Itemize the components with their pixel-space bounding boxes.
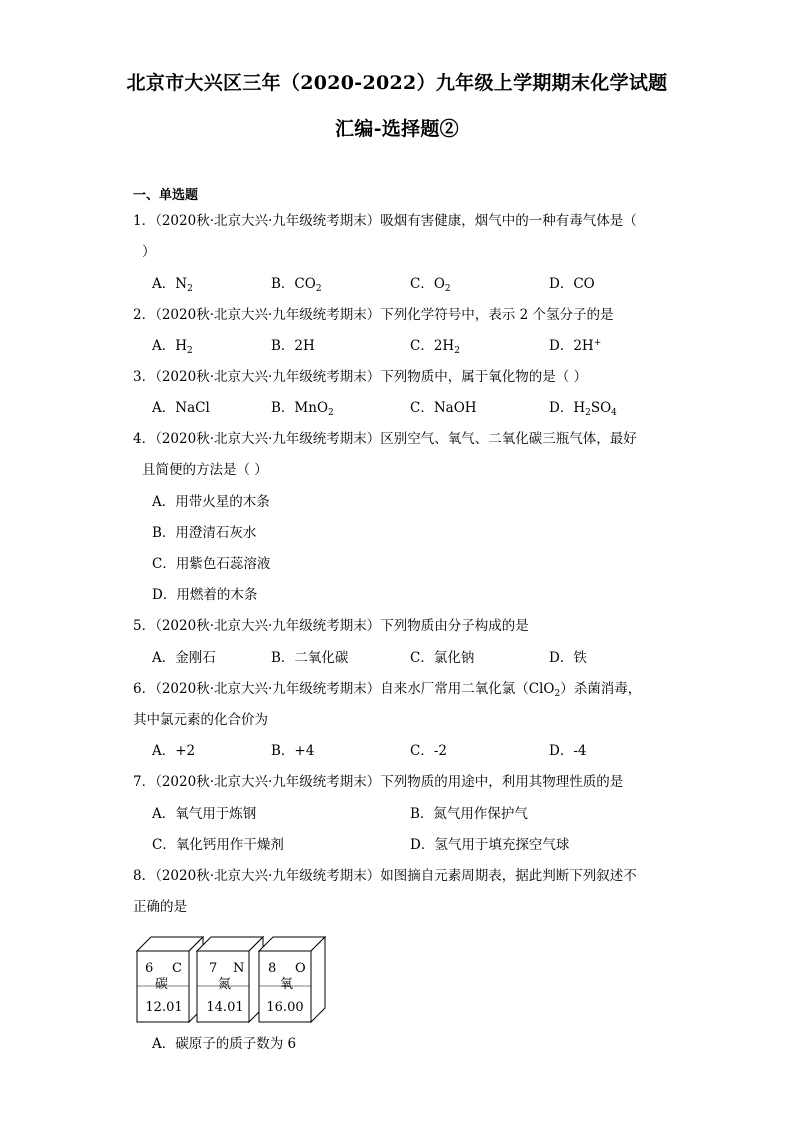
question-4-option-c: C．用紫色石蕊溶液 [152, 556, 271, 572]
question-8-option-a: A．碳原子的质子数为 6 [152, 1036, 297, 1052]
question-6-option-d: D．-4 [549, 743, 587, 759]
doc-title-line2: 汇编-选择题② [335, 118, 459, 140]
question-8-stem: 8．（2020秋·北京大兴·九年级统考期末）如图摘自元素周期表，据此判断下列叙述不 [133, 868, 637, 884]
element-name: 氮 [218, 977, 232, 992]
doc-title-line1: 北京市大兴区三年（2020-2022）九年级上学期期末化学试题 [126, 72, 668, 94]
question-2-option-c: C．$2H_2$ [410, 338, 460, 356]
element-number: 6 [145, 961, 154, 976]
question-6-option-b: B．+4 [271, 743, 315, 759]
question-3-option-b: B．MnO$_2$ [271, 400, 334, 418]
element-cell-carbon [136, 932, 204, 1024]
question-6-option-a: A．+2 [152, 743, 196, 759]
question-3-option-a: A．NaCl [152, 400, 210, 416]
question-6-stem: 6．（2020秋·北京大兴·九年级统考期末）自来水厂常用二氧化氯（ClO$_2$）杀菌消毒， [133, 681, 642, 699]
element-symbol: N [233, 961, 245, 976]
question-4-option-a: A．用带火星的木条 [152, 494, 270, 510]
element-symbol: C [172, 961, 182, 976]
element-symbol: O [295, 961, 306, 976]
element-cell-nitrogen [196, 932, 264, 1024]
question-3-option-c: C．NaOH [410, 400, 477, 416]
question-7-stem: 7．（2020秋·北京大兴·九年级统考期末）下列物质的用途中，利用其物理性质的是 [133, 774, 624, 790]
question-6-option-c: C．-2 [410, 743, 447, 759]
question-5-option-c: C．氯化钠 [410, 650, 475, 666]
question-1-option-b: B．$CO_2$ [271, 276, 322, 294]
element-cell-oxygen [258, 932, 326, 1024]
question-5-option-d: D．铁 [549, 650, 587, 666]
question-4-option-d: D．用燃着的木条 [152, 587, 258, 603]
question-7-option-c: C．氧化钙用作干燥剂 [152, 837, 284, 853]
element-name: 碳 [155, 977, 169, 992]
question-4-stem: 4．（2020秋·北京大兴·九年级统考期末）区别空气、氧气、二氧化碳三瓶气体，最好 [133, 431, 637, 447]
question-5-option-b: B．二氧化碳 [271, 650, 349, 666]
element-number: 8 [268, 961, 277, 976]
question-2-option-a: A．$H_2$ [152, 338, 193, 356]
section-heading: 一、单选题 [133, 188, 199, 203]
element-name: 氧 [280, 977, 294, 992]
question-7-option-b: B．氮气用作保护气 [410, 806, 528, 822]
question-2-option-d: D．2H+ [549, 338, 602, 354]
question-1-stem: 1．（2020秋·北京大兴·九年级统考期末）吸烟有害健康，烟气中的一种有毒气体是（ [133, 213, 637, 229]
question-1-stem-cont: ） [142, 244, 156, 260]
question-5-stem: 5．（2020秋·北京大兴·九年级统考期末）下列物质由分子构成的是 [133, 618, 529, 634]
question-1-option-d: D．CO [549, 276, 595, 292]
question-1-option-a: A．$N_2$ [152, 276, 193, 294]
element-number: 7 [209, 961, 218, 976]
question-5-option-a: A．金刚石 [152, 650, 216, 666]
question-8-stem-cont: 正确的是 [133, 899, 187, 915]
element-mass: 14.01 [206, 1000, 244, 1015]
question-3-option-d: D．$H_2SO_4$ [549, 400, 617, 418]
question-2-stem: 2．（2020秋·北京大兴·九年级统考期末）下列化学符号中，表示 2 个氢分子的是 [133, 307, 614, 323]
question-4-stem-cont: 且简便的方法是（ ） [142, 462, 268, 478]
question-3-stem: 3．（2020秋·北京大兴·九年级统考期末）下列物质中，属于氧化物的是（ ） [133, 369, 588, 385]
element-mass: 16.00 [266, 1000, 304, 1015]
question-1-option-c: C．$O_2$ [410, 276, 451, 294]
question-4-option-b: B．用澄清石灰水 [152, 525, 257, 541]
question-6-stem-cont: 其中氯元素的化合价为 [133, 712, 268, 728]
question-2-option-b: B．2H [271, 338, 315, 354]
element-mass: 12.01 [145, 1000, 183, 1015]
question-7-option-a: A．氧气用于炼钢 [152, 806, 257, 822]
question-7-option-d: D．氢气用于填充探空气球 [410, 837, 570, 853]
